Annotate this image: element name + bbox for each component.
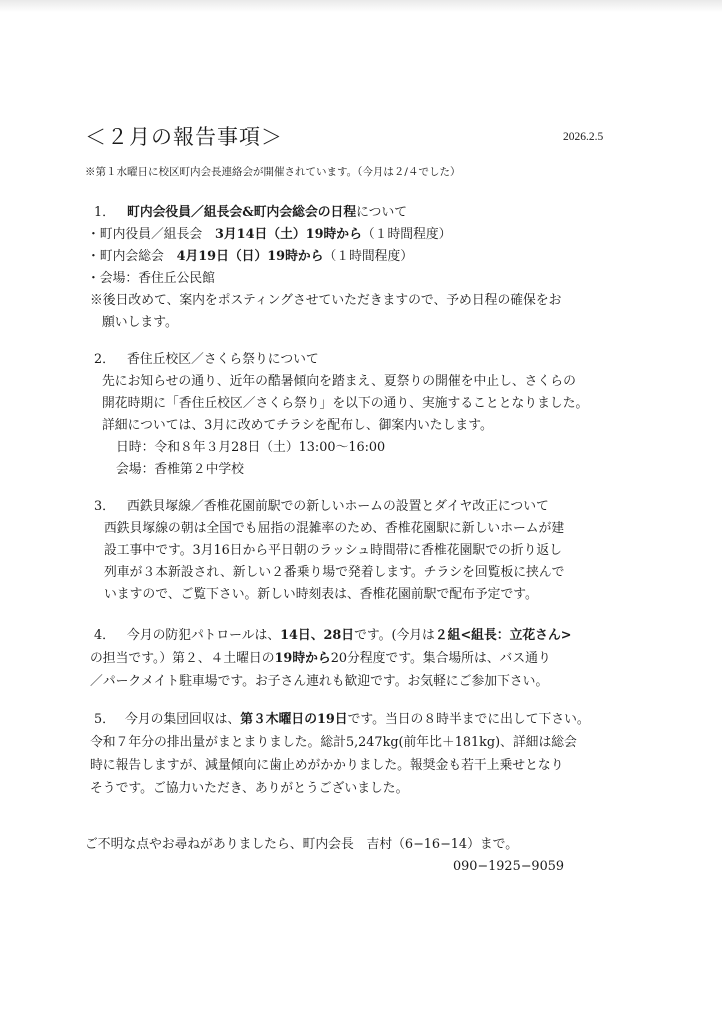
line-emphasis: 19時から xyxy=(274,651,331,666)
section-4-line-1 xyxy=(94,625,571,647)
line-text: ・町内役員／組長会 xyxy=(87,227,215,242)
s3-line-4: いますので、ご覧下さい。新しい時刻表は、香椎花園前駅で配布予定です。 xyxy=(104,587,538,602)
section-number: 2． xyxy=(94,352,115,367)
section-3-heading xyxy=(94,496,549,518)
line-text: ・町内会総会 xyxy=(87,249,177,264)
line-text: （１時間程度） xyxy=(361,227,452,242)
s2-line-1: 先にお知らせの通り、近年の酷暑傾向を踏まえ、夏祭りの開催を中止し、さくらの xyxy=(102,374,576,389)
section-heading: 西鉄貝塚線／香椎花園前駅での新しいホームの設置とダイヤ改正について xyxy=(127,499,549,514)
section-4-line-3: ／パークメイト駐車場です。お子さん連れも歓迎です。お気軽にご参加下さい。 xyxy=(90,674,549,689)
section-heading: 香住丘校区／さくら祭りについて xyxy=(127,352,319,367)
section-number: 3． xyxy=(94,499,115,514)
s2-line-venue: 会場：香椎第２中学校 xyxy=(116,462,244,477)
section-5-line-2: 令和７年分の排出量がまとまりました。総計5,247kg(前年比＋181kg)、詳細は総会 xyxy=(90,735,577,750)
section-heading-bold: 町内会役員／組長会&町内会総会の日程 xyxy=(127,205,357,220)
header-note: ※第１水曜日に校区町内会長連絡会が開催されています。（今月は２/４でした） xyxy=(85,166,461,178)
report-date: 2026.2.5 xyxy=(563,131,604,143)
s2-line-date: 日時：令和８年３月28日（土）13:00〜16:00 xyxy=(116,440,386,455)
s3-line-1: 西鉄貝塚線の朝は全国でも屈指の混雑率のため、香椎花園駅に新しいホームが建 xyxy=(104,521,565,536)
line-text: の担当です。）第２、４土曜日の xyxy=(90,651,275,666)
line-text: です。(今月は xyxy=(354,628,435,643)
line-text: 今月の防犯パトロールは、 xyxy=(127,628,281,643)
line-emphasis: 4月19日（日）19時から xyxy=(176,249,324,264)
section-2-heading xyxy=(94,349,319,371)
section-4-line-2 xyxy=(90,648,551,670)
scan-edge-shadow xyxy=(0,0,722,12)
line-text: 20分程度です。集合場所は、バス通り xyxy=(330,651,551,666)
s2-line-3: 詳細については、3月に改めてチラシを配布し、御案内いたします。 xyxy=(102,418,493,433)
page-title: ＜２月の報告事項＞ xyxy=(85,125,283,149)
section-5-line-3: 時に報告しますが、減量傾向に歯止めがかかりました。報奨金も若干上乗せとなり xyxy=(90,758,564,773)
s1-line-notice: ※後日改めて、案内をポスティングさせていただきますので、予め日程の確保をお xyxy=(90,293,562,308)
section-5-line-4: そうです。ご協力いただき、ありがとうございました。 xyxy=(90,781,409,796)
s1-line-notice-cont: 願いします。 xyxy=(102,315,178,330)
s3-line-2: 設工事中です。3月16日から平日朝のラッシュ時間帯に香椎花園駅での折り返し xyxy=(104,543,562,558)
line-emphasis: ２組<組長：立花さん> xyxy=(434,628,572,643)
section-1-heading xyxy=(94,202,407,224)
s2-line-2: 開花時期に「香住丘校区／さくら祭り」を以下の通り、実施することとなりました。 xyxy=(102,396,589,411)
footer-contact: ご不明な点やお尋ねがありましたら、町内会長 吉村（6−16−14）まで。 xyxy=(85,837,519,852)
line-emphasis: 3月14日（土）19時から xyxy=(214,227,362,242)
section-5-line-1 xyxy=(94,709,590,731)
section-number: 5． xyxy=(94,712,115,727)
s1-line-general-meeting xyxy=(87,246,413,268)
line-emphasis: 14日、28日 xyxy=(280,628,355,643)
s3-line-3: 列車が３本新設され、新しい２番乗り場で発着します。チラシを回覧板に挟んで xyxy=(104,565,565,580)
s1-line-meeting xyxy=(87,224,451,246)
line-emphasis: 第３木曜日の19日 xyxy=(240,712,348,727)
footer-phone: 090−1925−9059 xyxy=(453,859,565,874)
section-heading-rest: について xyxy=(356,205,408,220)
s1-line-venue: ・会場：香住丘公民館 xyxy=(87,271,215,286)
line-text: （１時間程度） xyxy=(323,249,414,264)
section-number: 1． xyxy=(94,205,115,220)
line-text: です。当日の８時半までに出して下さい。 xyxy=(347,712,590,727)
line-text: 今月の集団回収は、 xyxy=(125,712,241,727)
section-number: 4． xyxy=(94,628,115,643)
